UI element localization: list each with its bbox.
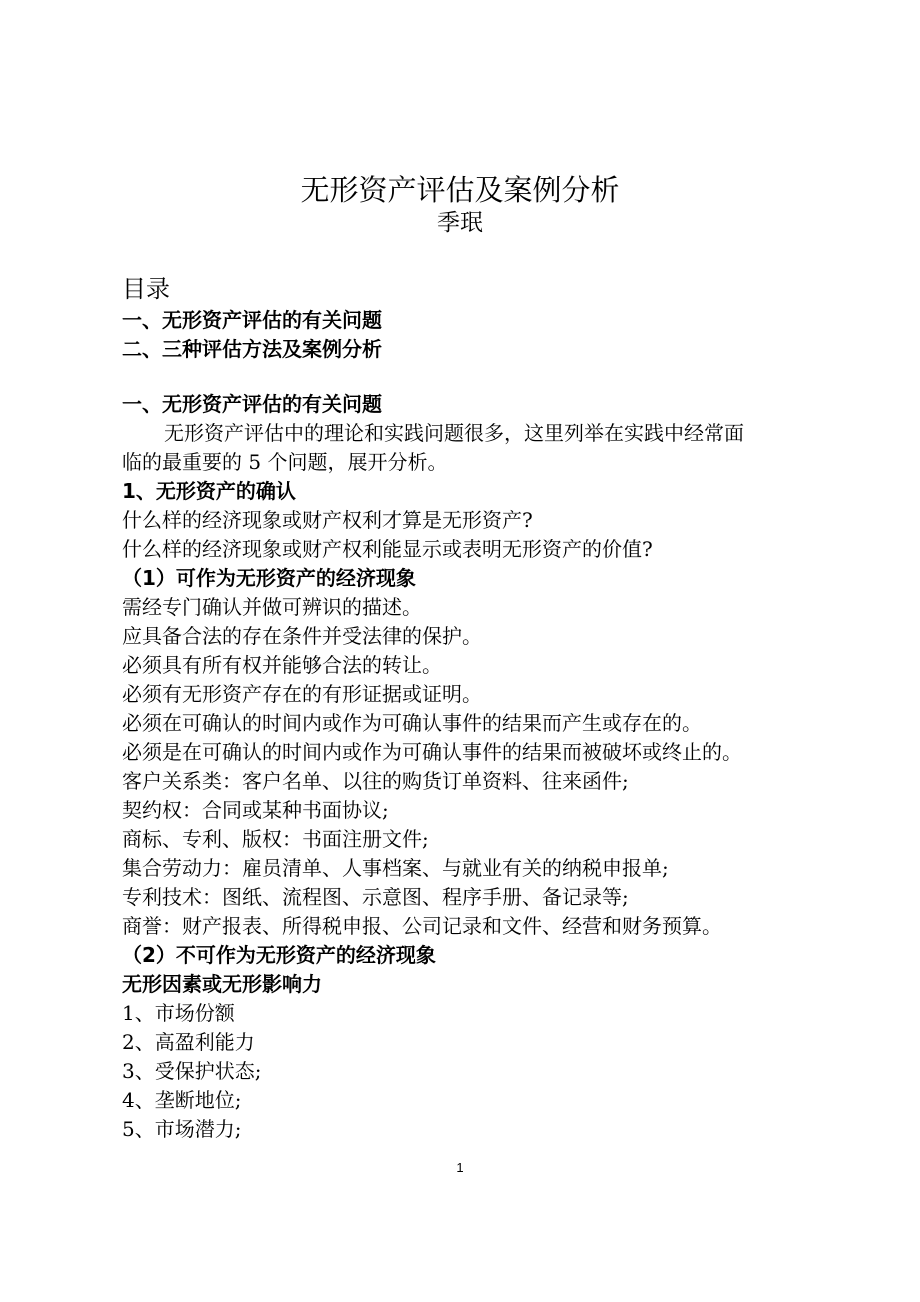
section-heading: 一、无形资产评估的有关问题	[122, 392, 382, 416]
list-item: 必须在可确认的时间内或作为可确认事件的结果而产生或存在的。	[122, 711, 702, 735]
list-item: 2、高盈利能力	[122, 1030, 255, 1054]
list-item: 契约权：合同或某种书面协议;	[122, 798, 389, 822]
toc-item: 二、三种评估方法及案例分析	[122, 337, 382, 361]
list-item: 必须具有所有权并能够合法的转让。	[122, 653, 442, 677]
toc-heading: 目录	[122, 275, 170, 303]
document-title: 无形资产评估及案例分析	[300, 173, 620, 207]
question-line: 什么样的经济现象或财产权利能显示或表明无形资产的价值?	[122, 537, 653, 561]
list-item: 客户关系类：客户名单、以往的购货订单资料、往来函件;	[122, 769, 629, 793]
list-item: 5、市场潜力;	[122, 1117, 242, 1141]
list-item: 商标、专利、版权：书面注册文件;	[122, 827, 429, 851]
part-heading: （1）可作为无形资产的经济现象	[122, 566, 416, 590]
list-item: 专利技术：图纸、流程图、示意图、程序手册、备记录等;	[122, 885, 629, 909]
list-item: 1、市场份额	[122, 1001, 235, 1025]
intro-paragraph-line: 临的最重要的 5 个问题，展开分析。	[122, 450, 448, 474]
document-body	[122, 270, 812, 1144]
list-item: 商誉：财产报表、所得税申报、公司记录和文件、经营和财务预算。	[122, 914, 722, 938]
part-subheading: 无形因素或无形影响力	[122, 972, 322, 996]
page-number: 1	[456, 1160, 464, 1175]
list-item: 必须有无形资产存在的有形证据或证明。	[122, 682, 482, 706]
list-item: 需经专门确认并做可辨识的描述。	[122, 595, 422, 619]
intro-paragraph-line: 无形资产评估中的理论和实践问题很多，这里列举在实践中经常面	[164, 421, 744, 445]
list-item: 集合劳动力：雇员清单、人事档案、与就业有关的纳税申报单;	[122, 856, 669, 880]
document-author: 季珉	[437, 210, 483, 236]
part-heading: （2）不可作为无形资产的经济现象	[122, 943, 436, 967]
question-line: 什么样的经济现象或财产权利才算是无形资产?	[122, 508, 533, 532]
list-item: 应具备合法的存在条件并受法律的保护。	[122, 624, 482, 648]
list-item: 3、受保护状态;	[122, 1059, 262, 1083]
list-item: 4、垄断地位;	[122, 1088, 242, 1112]
toc-item: 一、无形资产评估的有关问题	[122, 308, 382, 332]
subsection-heading: 1、无形资产的确认	[122, 479, 296, 503]
list-item: 必须是在可确认的时间内或作为可确认事件的结果而被破坏或终止的。	[122, 740, 742, 764]
